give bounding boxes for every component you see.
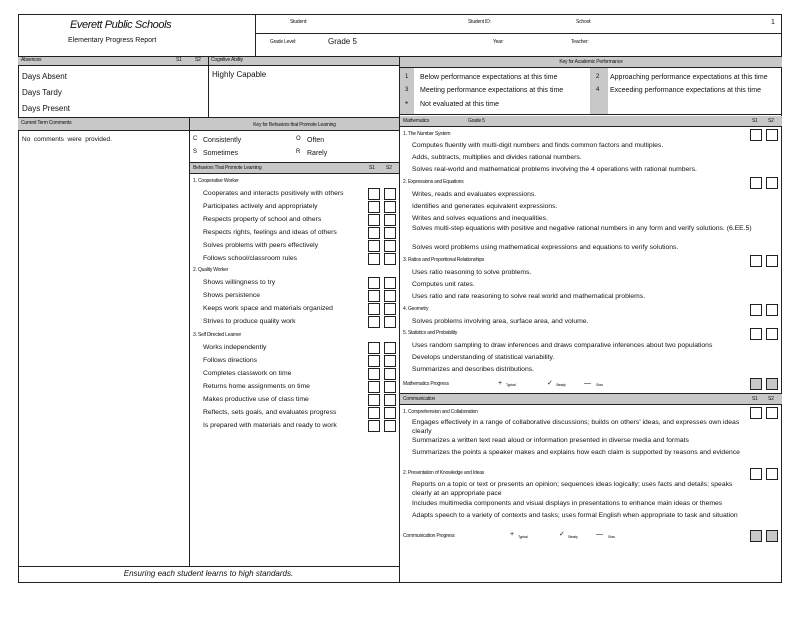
group-title: 2. Expressions and Equations xyxy=(403,179,464,185)
group-title: 4. Geometry xyxy=(403,306,429,312)
rating-box-s2[interactable] xyxy=(384,188,396,200)
standard-item: Engages effectively in a range of collaborative discussions; builds on others' ideas, and expresses own ideas clearly xyxy=(412,419,740,435)
key-label: Below performance expectations at this time xyxy=(420,74,558,81)
rating-box-s1[interactable] xyxy=(368,316,380,328)
standard-item: Solves real-world and mathematical problems involving the 4 operations with rational numbers. xyxy=(412,166,697,173)
progress-box-s1[interactable] xyxy=(750,530,762,542)
rating-box-s2[interactable] xyxy=(384,368,396,380)
math-grade: Grade 5 xyxy=(468,118,485,124)
report-title: Elementary Progress Report xyxy=(68,37,157,44)
standard-item: Solves word problems using mathematical expressions and equations to verify solutions. xyxy=(412,244,679,251)
attendance-row: Days Absent xyxy=(22,72,67,81)
progress-mark: — xyxy=(596,531,603,538)
rating-box-s2[interactable] xyxy=(384,381,396,393)
key-code: 1 xyxy=(405,74,409,80)
comments-header: Current Term Comments xyxy=(21,120,72,126)
attendance-s2: S2 xyxy=(195,57,201,63)
key-code: R xyxy=(296,149,301,155)
rating-box-s2[interactable] xyxy=(384,253,396,265)
footer-motto: Ensuring each student learns to high standards. xyxy=(123,569,294,578)
standard-item: Summarizes the points a speaker makes and explains how each claim is supported by reasons and evidence xyxy=(412,449,740,456)
behavior-item: Follows directions xyxy=(203,357,258,364)
behaviors-s1: S1 xyxy=(369,165,375,171)
rating-box-s1[interactable] xyxy=(368,342,380,354)
behavior-item: Follows school/classroom rules xyxy=(203,255,298,262)
rating-box-s2[interactable] xyxy=(384,214,396,226)
progress-mark: + xyxy=(498,380,502,387)
rating-box-s1[interactable] xyxy=(750,255,762,267)
behavior-item: Completes classwork on time xyxy=(203,370,292,377)
behavior-item: Respects rights, feelings and ideas of others xyxy=(203,229,337,236)
attendance-header: Absences xyxy=(21,57,42,63)
behavior-item: Strives to produce quality work xyxy=(203,318,296,325)
rating-box-s1[interactable] xyxy=(368,214,380,226)
behavior-item: Reflects, sets goals, and evaluates progress xyxy=(203,409,337,416)
student-label: Student: xyxy=(290,19,308,25)
rating-box-s1[interactable] xyxy=(368,253,380,265)
progress-mark-label: Slow xyxy=(596,383,603,387)
attendance-row: Days Present xyxy=(22,104,71,113)
rating-box-s2[interactable] xyxy=(384,355,396,367)
behavior-item: Makes productive use of class time xyxy=(203,396,309,403)
standard-item: Includes multimedia components and visual displays in presentations to enhance main ideas or themes xyxy=(412,500,723,507)
rating-box-s2[interactable] xyxy=(384,240,396,252)
standard-item: Writes, reads and evaluates expressions. xyxy=(412,191,537,198)
rating-box-s1[interactable] xyxy=(750,177,762,189)
math-title: Mathematics xyxy=(403,118,430,124)
rating-box-s1[interactable] xyxy=(368,277,380,289)
standard-item: Solves multi-step equations with positive and negative rational numbers in any form and verify solutions. (6.EE.5) xyxy=(412,225,752,232)
behavior-item: Returns home assignments on time xyxy=(203,383,310,390)
rating-box-s1[interactable] xyxy=(368,368,380,380)
rating-box-s2[interactable] xyxy=(384,227,396,239)
rating-box-s2[interactable] xyxy=(766,177,778,189)
math-s2: S2 xyxy=(768,118,774,124)
grade-level-label: Grade Level: xyxy=(270,39,297,45)
behavior-item: Solves problems with peers effectively xyxy=(203,242,319,249)
progress-mark: ✓ xyxy=(547,380,553,387)
rating-box-s2[interactable] xyxy=(766,407,778,419)
rating-box-s2[interactable] xyxy=(766,304,778,316)
standard-item: Uses random sampling to draw inferences and draws comparative inferences about two populations xyxy=(412,342,713,349)
page-number: 1 xyxy=(771,19,775,26)
year-label: Year: xyxy=(493,39,504,45)
progress-mark-label: Typical xyxy=(506,383,516,387)
group-title: 1. Comprehension and Collaboration xyxy=(403,409,478,415)
group-title: 3. Self Directed Learner xyxy=(193,332,242,338)
math-s1: S1 xyxy=(752,118,758,124)
rating-box-s1[interactable] xyxy=(368,188,380,200)
behaviors-title: Behaviors That Promote Learning xyxy=(193,165,262,171)
student-id-label: Student ID: xyxy=(468,19,491,25)
behaviors-s2: S2 xyxy=(386,165,392,171)
rating-box-s1[interactable] xyxy=(368,381,380,393)
rating-box-s2[interactable] xyxy=(766,129,778,141)
behavior-item: Respects property of school and others xyxy=(203,216,322,223)
standard-item: Develops understanding of statistical variability. xyxy=(412,354,555,361)
standard-item: Summarizes and describes distributions. xyxy=(412,366,535,373)
rating-box-s1[interactable] xyxy=(368,355,380,367)
progress-box-s1[interactable] xyxy=(750,378,762,390)
rating-box-s1[interactable] xyxy=(750,304,762,316)
attendance-s1: S1 xyxy=(176,57,182,63)
standard-item: Writes and solves equations and inequalities. xyxy=(412,215,548,222)
standard-item: Uses ratio and rate reasoning to solve real world and mathematical problems. xyxy=(412,293,646,300)
rating-box-s1[interactable] xyxy=(368,394,380,406)
progress-mark: ✓ xyxy=(559,531,565,538)
progress-mark: — xyxy=(584,380,591,387)
cognitive-header: Cognitive Ability xyxy=(211,57,243,63)
key-code: O xyxy=(296,136,301,142)
standard-item: Adapts speech to a variety of contexts and tasks; uses formal English when appropriate to task and situation xyxy=(412,512,738,519)
rating-box-s2[interactable] xyxy=(384,394,396,406)
comm-progress-label: Communication Progress xyxy=(403,533,455,539)
standard-item: Uses ratio reasoning to solve problems. xyxy=(412,269,532,276)
progress-mark-label: Slow xyxy=(608,535,615,539)
rating-box-s1[interactable] xyxy=(368,290,380,302)
group-title: 2. Presentation of Knowledge and Ideas xyxy=(403,470,485,476)
rating-box-s2[interactable] xyxy=(384,277,396,289)
progress-box-s2[interactable] xyxy=(766,378,778,390)
progress-mark-label: Steady xyxy=(568,535,578,539)
key-label: Sometimes xyxy=(203,150,239,157)
progress-box-s2[interactable] xyxy=(766,530,778,542)
behavior-item: Works independently xyxy=(203,344,267,351)
teacher-label: Teacher: xyxy=(571,39,589,45)
standard-item: Adds, subtracts, multiplies and divides rational numbers. xyxy=(412,154,582,161)
group-title: 5. Statistics and Probability xyxy=(403,330,458,336)
behavior-item: Shows willingness to try xyxy=(203,279,276,286)
comm-s2: S2 xyxy=(768,396,774,402)
key-code: C xyxy=(193,136,198,142)
district-name: Everett Public Schools xyxy=(70,19,172,31)
standard-item: Computes fluently with multi-digit numbers and finds common factors and multiples. xyxy=(412,142,664,149)
progress-mark-label: Steady xyxy=(556,383,566,387)
rating-box-s1[interactable] xyxy=(750,129,762,141)
rating-box-s2[interactable] xyxy=(384,303,396,315)
rating-box-s1[interactable] xyxy=(368,303,380,315)
rating-box-s1[interactable] xyxy=(368,240,380,252)
rating-box-s2[interactable] xyxy=(384,316,396,328)
behavior-item: Participates actively and appropriately xyxy=(203,203,318,210)
rating-box-s2[interactable] xyxy=(766,255,778,267)
rating-box-s2[interactable] xyxy=(384,201,396,213)
rating-box-s1[interactable] xyxy=(368,227,380,239)
behavior-item: Is prepared with materials and ready to work xyxy=(203,422,337,429)
rating-box-s2[interactable] xyxy=(384,342,396,354)
group-title: 1. The Number System xyxy=(403,131,451,137)
key-code: 4 xyxy=(596,87,600,93)
key-label: Meeting performance expectations at this time xyxy=(420,87,564,94)
behaviors-key-title: Key for Behaviors that Promote Learning xyxy=(253,122,336,128)
standard-item: Identifies and generates equivalent expressions. xyxy=(412,203,558,210)
rating-box-s1[interactable] xyxy=(750,328,762,340)
school-label: School: xyxy=(576,19,592,25)
group-title: 2. Quality Worker xyxy=(193,267,229,273)
key-label: Approaching performance expectations at this time xyxy=(610,74,768,81)
group-title: 1. Cooperative Worker xyxy=(193,178,239,184)
key-label: Often xyxy=(307,137,325,144)
rating-box-s2[interactable] xyxy=(766,468,778,480)
comments-text: No comments were provided. xyxy=(22,136,112,143)
key-label: Exceeding performance expectations at this time xyxy=(610,87,761,94)
standard-item: Computes unit rates. xyxy=(412,281,475,288)
rating-box-s2[interactable] xyxy=(766,328,778,340)
comm-s1: S1 xyxy=(752,396,758,402)
key-label: Not evaluated at this time xyxy=(420,101,499,108)
key-code: S xyxy=(193,149,197,155)
rating-box-s2[interactable] xyxy=(384,290,396,302)
attendance-row: Days Tardy xyxy=(22,88,62,97)
rating-box-s1[interactable] xyxy=(368,420,380,432)
grade-level-value: Grade 5 xyxy=(328,37,357,46)
rating-box-s1[interactable] xyxy=(368,407,380,419)
key-code: 2 xyxy=(596,74,600,80)
rating-box-s2[interactable] xyxy=(384,420,396,432)
progress-mark: + xyxy=(510,531,514,538)
group-title: 3. Ratios and Proportional Relationships xyxy=(403,257,485,263)
behavior-item: Shows persistence xyxy=(203,292,261,299)
standard-item: Reports on a topic or text or presents an opinion; sequences ideas logically; uses facts and details; speaks clearly at an appropriate pace xyxy=(412,481,733,497)
rating-box-s2[interactable] xyxy=(384,407,396,419)
key-label: Rarely xyxy=(307,150,328,157)
math-progress-label: Mathematics Progress xyxy=(403,381,449,387)
behavior-item: Keeps work space and materials organized xyxy=(203,305,333,312)
key-code: * xyxy=(405,100,408,109)
key-label: Consistently xyxy=(203,137,242,144)
cognitive-value: Highly Capable xyxy=(212,70,267,79)
rating-box-s1[interactable] xyxy=(750,468,762,480)
academic-key-title: Key for Academic Performance xyxy=(559,59,623,65)
rating-box-s1[interactable] xyxy=(750,407,762,419)
key-code: 3 xyxy=(405,87,409,93)
progress-mark-label: Typical xyxy=(518,535,528,539)
comm-title: Communication xyxy=(403,396,436,402)
behavior-item: Cooperates and interacts positively with others xyxy=(203,190,344,197)
standard-item: Solves problems involving area, surface area, and volume. xyxy=(412,318,589,325)
standard-item: Summarizes a written text read aloud or information presented in diverse media and formats xyxy=(412,437,689,444)
rating-box-s1[interactable] xyxy=(368,201,380,213)
